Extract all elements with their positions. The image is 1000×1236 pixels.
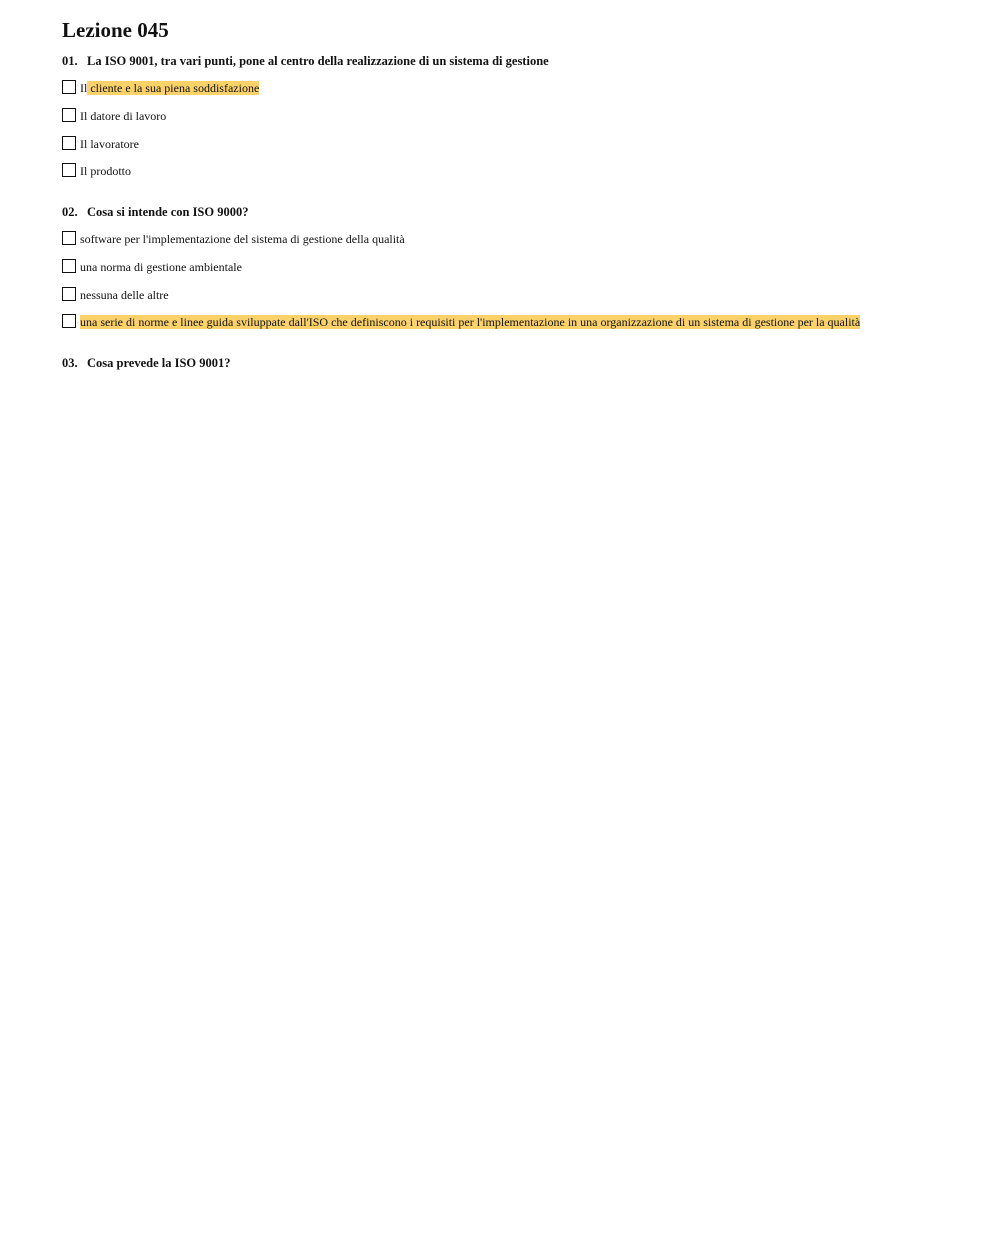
answer-highlight: una serie di norme e linee guida sviluppate dall'ISO che definiscono i requisiti per l'implementazione in una organizzazione di un sistema di gestione per la qualità — [80, 315, 861, 329]
answer-text: software per l'implementazione del sistema di gestione della qualità — [80, 232, 405, 246]
page-title: Lezione 045 — [62, 18, 169, 42]
answer-text: una norma di gestione ambientale — [80, 260, 242, 274]
question-03 — [62, 355, 231, 371]
question-text: La ISO 9001, tra vari punti, pone al centro della realizzazione di un sistema di gestione — [87, 54, 549, 68]
answer-checkbox[interactable] — [62, 231, 76, 245]
answer-checkbox[interactable] — [62, 136, 76, 150]
answer-text: Il lavoratore — [80, 137, 139, 151]
question-number: 01. — [62, 54, 78, 68]
question-number: 03. — [62, 356, 78, 370]
answer-highlight: cliente e la sua piena soddisfazione — [87, 81, 260, 95]
question-number: 02. — [62, 205, 78, 219]
answer-text: Il — [80, 81, 88, 95]
answer-checkbox[interactable] — [62, 287, 76, 301]
answer-checkbox[interactable] — [62, 80, 76, 94]
answer-text: Il datore di lavoro — [80, 109, 167, 123]
answer-checkbox[interactable] — [62, 163, 76, 177]
answer-text: nessuna delle altre — [80, 288, 169, 302]
answer-checkbox[interactable] — [62, 259, 76, 273]
question-02 — [62, 204, 248, 220]
question-01 — [62, 53, 549, 69]
answer-text: Il prodotto — [80, 164, 131, 178]
answer-checkbox[interactable] — [62, 314, 76, 328]
question-text: Cosa si intende con ISO 9000? — [87, 205, 249, 219]
answer-checkbox[interactable] — [62, 108, 76, 122]
question-text: Cosa prevede la ISO 9001? — [87, 356, 231, 370]
